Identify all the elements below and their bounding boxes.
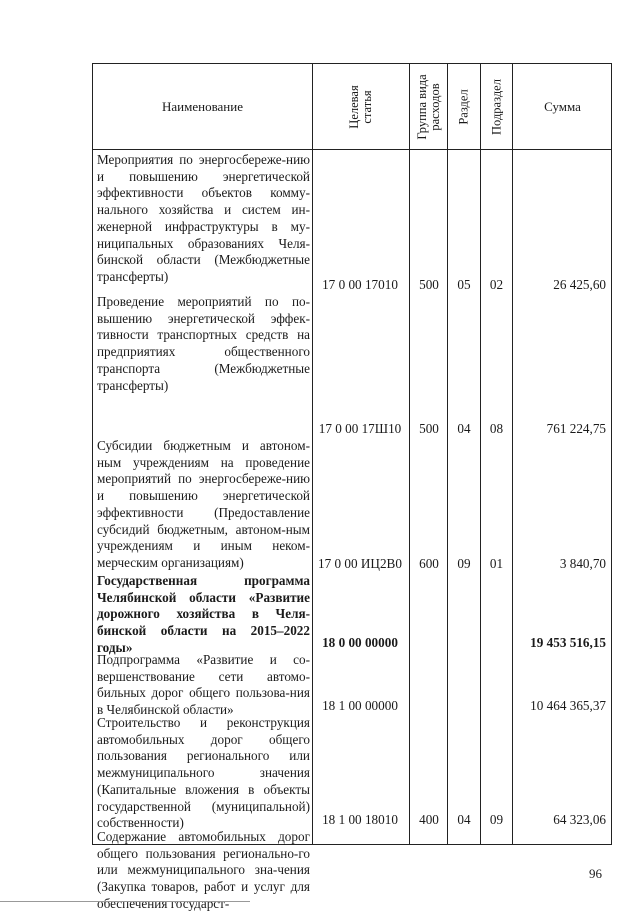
table-row <box>93 152 611 294</box>
header-section-label: Раздел <box>456 88 471 125</box>
header-target-article <box>313 64 409 149</box>
row-target-article: 17 0 00 17Ш10 <box>318 421 402 437</box>
row-sum: 3 840,70 <box>559 556 606 572</box>
row-sum: 761 224,75 <box>546 421 606 437</box>
row-name: Подпрограмма «Развитие и со-вершенствование сети автомо-бильных дорог общего пользова-ния в Челябинской области» <box>97 652 310 718</box>
row-sum: 26 425,60 <box>553 277 606 293</box>
row-expense-group: 500 <box>419 421 439 437</box>
row-section: 09 <box>457 556 471 572</box>
row-name: Проведение мероприятий по по-вышению энергетической эффек-тивности транспортных средств на предприятиях общественного транспорта (Межбюджетные трансферты) <box>97 294 310 393</box>
row-target-article: 18 0 00 00000 <box>322 635 398 651</box>
header-section <box>448 64 480 149</box>
row-section: 04 <box>457 421 471 437</box>
row-name: Государственная программа Челябинской области «Развитие дорожного хозяйства в Челя-бинской области на 2015–2022 годы» <box>97 573 310 655</box>
row-target-article: 17 0 00 ИЦ2В0 <box>318 556 402 572</box>
header-name: Наименование <box>162 98 243 114</box>
header-group-line1: Группа вида <box>414 73 429 140</box>
table-row <box>93 573 611 655</box>
page-number: 96 <box>589 866 602 881</box>
table-row <box>93 715 611 829</box>
header-subsection-label: Подраздел <box>489 78 503 135</box>
row-sum: 19 453 516,15 <box>530 635 606 651</box>
row-section: 05 <box>457 277 471 293</box>
row-subsection: 01 <box>489 556 504 572</box>
header-target-line2: статья <box>360 89 374 124</box>
row-target-article: 17 0 00 17010 <box>322 277 398 293</box>
row-name: Субсидии бюджетным и автоном-ным учреждениям на проведение мероприятий по энергосбереже-нию и повышению энергетической эффективности (Предоставление субсидий бюджетным, автоном-ным учреждениям и иным неком-мерческим организациям) <box>97 438 310 570</box>
row-section: 04 <box>457 812 471 828</box>
row-subsection: 08 <box>489 421 504 437</box>
header-group-line2: расходов <box>427 82 442 131</box>
header-sum: Сумма <box>544 98 581 114</box>
row-target-article: 18 1 00 00000 <box>322 698 398 714</box>
table-row <box>93 652 611 718</box>
row-subsection: 02 <box>489 277 504 293</box>
row-target-article: 18 1 00 18010 <box>322 812 398 828</box>
header-divider <box>93 149 611 150</box>
row-name: Строительство и реконструкция автомобильных дорог общего пользования регионального или межмуниципального значения (Капитальные вложения в объекты государственной (муниципальной) собственности) <box>97 715 310 831</box>
row-subsection: 09 <box>489 812 504 828</box>
row-expense-group: 600 <box>419 556 439 572</box>
table-row <box>93 294 611 438</box>
row-name: Содержание автомобильных дорог общего пользования регионально-го или межмуниципального зна-чения (Закупка товаров, работ и услуг для обеспечения государст- <box>97 829 310 911</box>
row-sum: 10 464 365,37 <box>530 698 606 714</box>
row-expense-group: 400 <box>419 812 439 828</box>
table-row <box>93 438 611 573</box>
row-name: Мероприятия по энергосбереже-нию и повышению энергетической эффективности объектов комму-нального хозяйства и систем ин-женерной инфраструктуры в му-ниципальных образованиях Челя-бинской области (Межбюджетные трансферты) <box>97 152 310 284</box>
row-sum: 64 323,06 <box>553 812 606 828</box>
header-subsection <box>481 64 512 149</box>
footer-rule <box>0 901 250 902</box>
header-target-line1: Целевая <box>347 84 361 129</box>
header-expense-group <box>410 64 447 149</box>
row-expense-group: 500 <box>419 277 439 293</box>
budget-table <box>92 63 612 911</box>
